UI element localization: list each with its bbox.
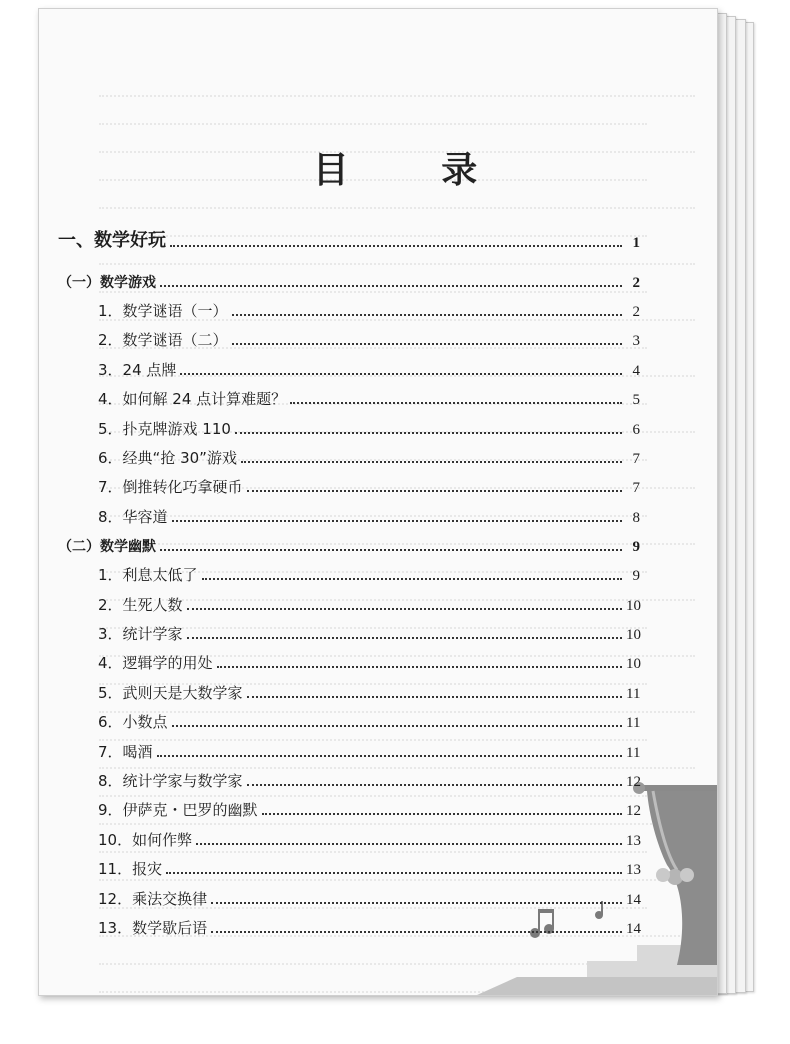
toc-entry-label: 1．数学谜语（一） — [98, 302, 228, 320]
toc-entry-page-number: 6 — [632, 421, 640, 438]
toc-entry — [98, 622, 640, 644]
toc-entry-page-number: 14 — [626, 921, 641, 937]
toc-section-page-number: 9 — [632, 539, 640, 556]
toc-entry-label: 4．如何解 24 点计算难题？ — [98, 390, 287, 409]
dot-leader — [160, 549, 622, 551]
dot-leader — [247, 784, 622, 786]
toc-entry — [98, 828, 640, 850]
toc-entry-label: 8．统计学家与数学家 — [98, 772, 243, 790]
dot-leader — [180, 373, 622, 375]
dot-leader — [196, 843, 622, 845]
toc-chapter-page-number: 1 — [632, 235, 640, 251]
toc-entry-page-number: 2 — [632, 304, 640, 320]
toc-entry-page-number: 10 — [626, 597, 641, 614]
page-title: 目 录 — [312, 150, 518, 191]
dot-leader — [262, 813, 622, 815]
toc-entry-label: 3．统计学家 — [98, 625, 183, 643]
dot-leader — [166, 872, 622, 874]
dot-leader — [157, 755, 622, 757]
dot-leader — [247, 490, 622, 492]
toc-entry — [98, 916, 640, 938]
dot-leader — [172, 725, 622, 727]
toc-entry-label: 1．利息太低了 — [98, 566, 198, 585]
dot-leader — [235, 432, 622, 434]
toc-entry-page-number: 11 — [626, 715, 641, 732]
toc-entry-label: 9．伊萨克・巴罗的幽默 — [98, 801, 258, 820]
toc-chapter-label: 一、数学好玩 — [58, 230, 166, 251]
dot-leader — [202, 578, 622, 580]
toc-entry-page-number: 9 — [632, 568, 640, 585]
toc-entry-page-number: 12 — [626, 774, 641, 790]
toc-entry-label: 13．数学歇后语 — [98, 919, 208, 937]
toc-entry-label: 11．报灾 — [98, 860, 163, 879]
toc-entry — [98, 299, 640, 321]
toc-entry — [98, 593, 640, 615]
toc-entry-page-number: 11 — [626, 685, 641, 702]
toc-entry-page-number: 8 — [632, 509, 640, 526]
toc-entry — [98, 417, 640, 439]
toc-entry-label: 2．生死人数 — [98, 595, 183, 614]
dot-leader — [217, 666, 622, 668]
toc-entry — [98, 857, 640, 879]
toc-entry — [98, 563, 640, 585]
dot-leader — [187, 608, 622, 610]
toc-entry-label: 3．24 点牌 — [98, 360, 177, 379]
toc-entry-label: 5．扑克牌游戏 110 — [98, 419, 231, 438]
dot-leader — [211, 902, 622, 904]
dot-leader — [247, 696, 622, 698]
toc-entry-page-number: 7 — [632, 480, 640, 497]
toc-entry-label: 8．华容道 — [98, 507, 168, 526]
toc-entry-page-number: 13 — [626, 862, 641, 879]
toc-entry-page-number: 3 — [632, 333, 640, 350]
toc-entry-label: 12．乘法交换律 — [98, 889, 208, 908]
toc-entry-label: 5．武则天是大数学家 — [98, 683, 243, 702]
toc-entry — [98, 651, 640, 673]
toc-entry — [98, 769, 640, 791]
toc-chapter — [58, 230, 640, 252]
toc-entry-page-number: 10 — [626, 656, 641, 673]
dot-leader — [232, 343, 622, 345]
toc-entry — [98, 710, 640, 732]
dot-leader — [241, 461, 622, 463]
toc-entry — [98, 681, 640, 703]
toc-entry-page-number: 5 — [632, 392, 640, 409]
toc-section-label: （二）数学幽默 — [58, 539, 156, 556]
toc-entry-page-number: 7 — [632, 451, 640, 467]
dot-leader — [187, 637, 622, 639]
toc-entry-page-number: 14 — [626, 891, 641, 908]
dot-leader — [160, 285, 622, 287]
toc-entry — [98, 446, 640, 468]
toc-entry-page-number: 13 — [626, 832, 641, 849]
dot-leader — [170, 245, 622, 247]
toc-entry-label: 4．逻辑学的用处 — [98, 654, 213, 673]
toc-entry-label: 6．小数点 — [98, 713, 168, 732]
toc-entry-page-number: 11 — [626, 744, 641, 761]
dot-leader — [172, 520, 622, 522]
toc-section — [58, 534, 640, 556]
dot-leader — [232, 314, 622, 316]
toc-section-page-number: 2 — [632, 275, 640, 291]
toc-entry-label: 7．喝酒 — [98, 742, 153, 761]
dot-leader — [290, 402, 622, 404]
toc-entry-label: 10．如何作弊 — [98, 830, 193, 849]
toc-entry-label: 7．倒推转化巧拿硬币 — [98, 478, 243, 497]
toc-entry-label: 6．经典“抢 30”游戏 — [98, 449, 237, 467]
toc-entry — [98, 887, 640, 909]
toc-entry-label: 2．数学谜语（二） — [98, 331, 228, 350]
toc-entry-page-number: 12 — [626, 803, 641, 820]
toc-entry — [98, 505, 640, 527]
toc-entry — [98, 475, 640, 497]
dot-leader — [211, 931, 622, 933]
toc-entry — [98, 328, 640, 350]
toc-entry-page-number: 10 — [626, 627, 641, 643]
toc-entry — [98, 358, 640, 380]
toc-entry — [98, 798, 640, 820]
toc-entry-page-number: 4 — [632, 362, 640, 379]
toc-entry — [98, 740, 640, 762]
toc-section-label: （一）数学游戏 — [58, 275, 156, 291]
toc-section — [58, 270, 640, 292]
toc-entry — [98, 387, 640, 409]
